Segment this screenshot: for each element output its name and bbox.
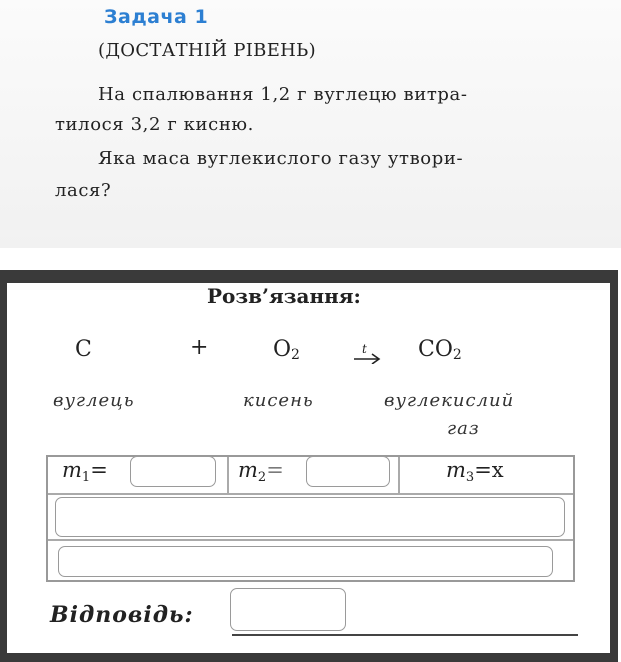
heat-label: t bbox=[362, 344, 367, 356]
answer-label: Відповідь: bbox=[50, 602, 194, 628]
co2-name-line-2: газ bbox=[447, 418, 480, 439]
task-text-line-3: Яка маса вуглекислого газу утвори- bbox=[98, 148, 464, 169]
carbon-name: вуглець bbox=[53, 390, 135, 411]
reaction-arrow-icon bbox=[352, 344, 382, 364]
task-level: (ДОСТАТНІЙ РІВЕНЬ) bbox=[98, 40, 316, 61]
task-text-line-2: тилося 3,2 г кисню. bbox=[55, 114, 255, 135]
co2-name-line-1: вуглекислий bbox=[384, 390, 515, 411]
m1-input[interactable] bbox=[130, 456, 216, 487]
table-row-divider bbox=[48, 539, 573, 541]
oxygen-name: кисень bbox=[243, 390, 314, 411]
co2-formula: $CO_2$ bbox=[418, 337, 462, 363]
table-divider bbox=[398, 457, 400, 495]
task-statement bbox=[0, 0, 621, 248]
answer-input[interactable] bbox=[230, 588, 346, 631]
calculation-input-1[interactable] bbox=[55, 497, 565, 537]
task-text-line-1: На спалювання 1,2 г вуглецю витра- bbox=[98, 84, 468, 105]
m1-label: $m_1=$ bbox=[62, 458, 108, 485]
oxygen-formula: $O_2$ bbox=[273, 337, 300, 363]
task-text-line-4: лася? bbox=[55, 180, 112, 201]
m3-label: $m_3=x$ bbox=[446, 458, 504, 485]
table-row-divider bbox=[48, 493, 573, 495]
m2-input[interactable] bbox=[306, 456, 390, 487]
solution-title: Розв’язання: bbox=[207, 284, 361, 308]
carbon-formula: C bbox=[75, 337, 92, 362]
answer-underline bbox=[232, 634, 578, 636]
table-divider bbox=[227, 457, 229, 495]
calculation-input-2[interactable] bbox=[58, 546, 553, 577]
task-title: Задача 1 bbox=[104, 6, 209, 28]
plus-sign: + bbox=[190, 335, 209, 360]
m2-label: $m_2=$ bbox=[238, 458, 284, 485]
